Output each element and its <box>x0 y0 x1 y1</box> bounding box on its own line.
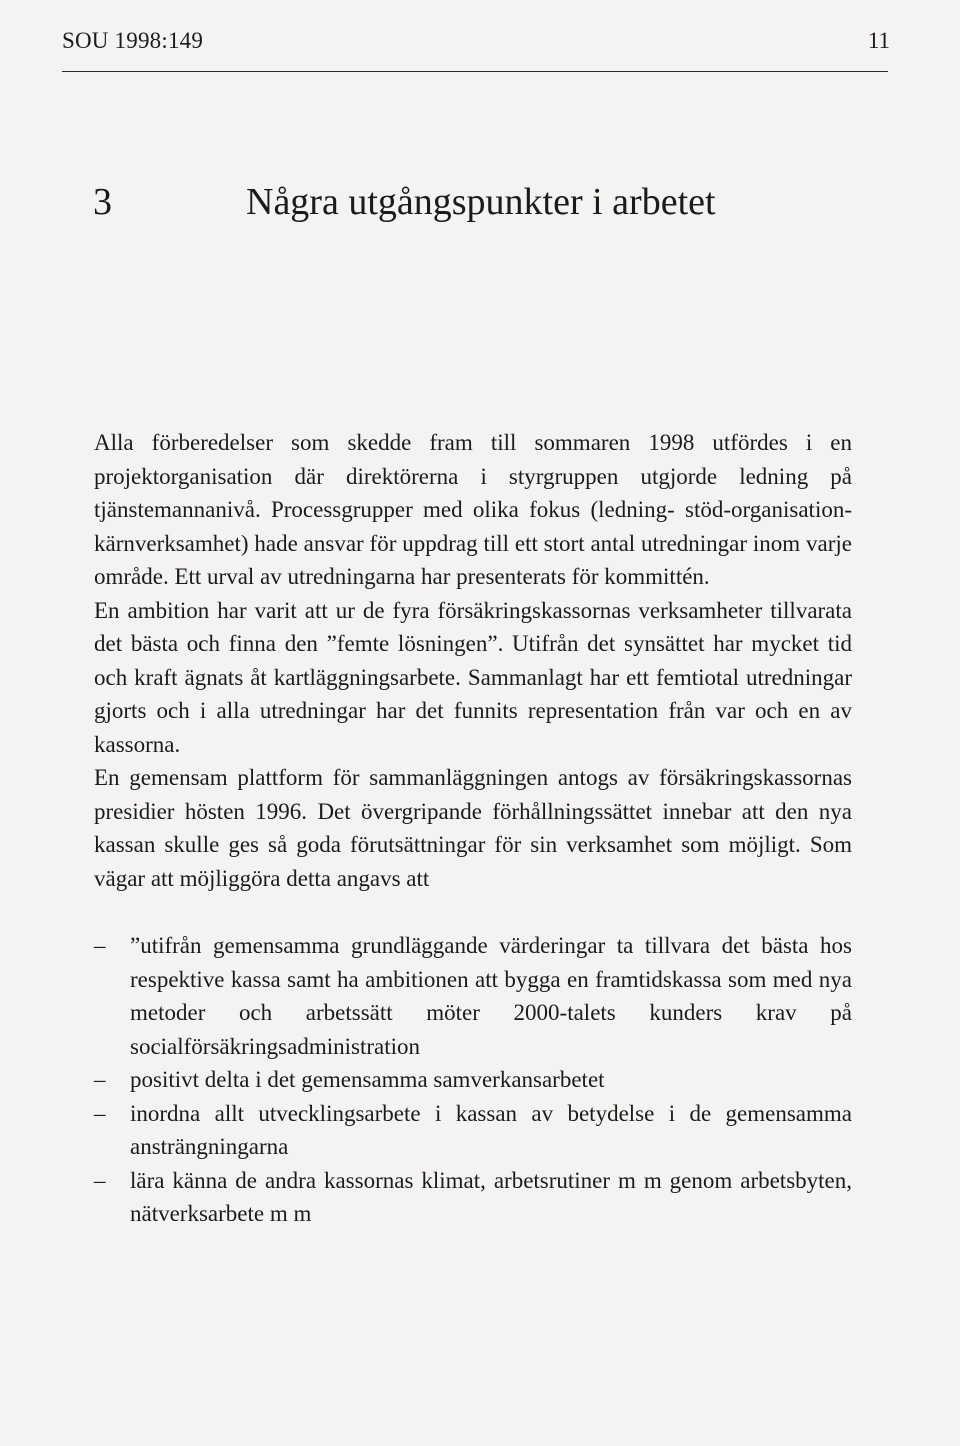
body-text <box>94 426 852 1231</box>
bullet-list <box>94 929 852 1231</box>
dash-marker: – <box>94 1167 106 1193</box>
list-item <box>94 1164 852 1231</box>
list-item-text: ”utifrån gemensamma grundläggande värderingar ta tillvara det bästa hos respektive kassa samt ha ambitionen att bygga en framtidskassa som med nya metoder och arbetssätt möter 2000-talets kunders krav på socialförsäkringsadministration <box>130 933 852 1059</box>
dash-marker: – <box>94 933 106 958</box>
list-item-text: lära känna de andra kassornas klimat, arbetsrutiner m m genom arbetsbyten, nätverksarbete m m <box>130 1167 852 1226</box>
paragraph: En ambition har varit att ur de fyra försäkringskassornas verksamheter tillvarata det bästa och finna den ”femte lösningen”. Utifrån det synsättet har mycket tid och kraft ägnats åt kartläggningsarbete. Sammanlagt har ett femtiotal utredningar gjorts och i alla utredningar har det funnits representation från var och en av kassorna. <box>94 597 852 757</box>
list-item <box>94 929 852 1063</box>
chapter-title: Några utgångspunkter i arbetet <box>246 181 716 223</box>
chapter-heading <box>93 180 853 240</box>
paragraph: En gemensam plattform för sammanläggningen antogs av försäkringskassornas presidier hösten 1996. Det övergripande förhållningssättet innebar att den nya kassan skulle ges så goda förutsättningar för sin verksamhet som möjligt. Som vägar att möjliggöra detta angavs att <box>94 765 852 891</box>
paragraph: Alla förberedelser som skedde fram till sommaren 1998 utfördes i en projektorganisation där direktörerna i styrgruppen utgjorde ledning på tjänstemannanivå. Processgrupper med olika fokus (ledning- stöd-organisation-kärnverksamhet) hade ansvar för uppdrag till ett stort antal utredningar inom varje område. Ett urval av utredningarna har presenterats för kommittén. <box>94 430 852 589</box>
page-number: 11 <box>867 28 890 53</box>
list-item-text: inordna allt utvecklingsarbete i kassan av betydelse i de gemensamma ansträngningarna <box>130 1100 852 1159</box>
list-item <box>94 1097 852 1164</box>
header-divider <box>62 71 888 72</box>
dash-marker: – <box>94 1100 106 1126</box>
list-item-text: positivt delta i det gemensamma samverkansarbetet <box>130 1067 605 1092</box>
page-header <box>62 28 890 58</box>
chapter-number: 3 <box>93 181 112 223</box>
list-item <box>94 1063 852 1097</box>
document-reference: SOU 1998:149 <box>62 28 204 53</box>
dash-marker: – <box>94 1067 106 1092</box>
